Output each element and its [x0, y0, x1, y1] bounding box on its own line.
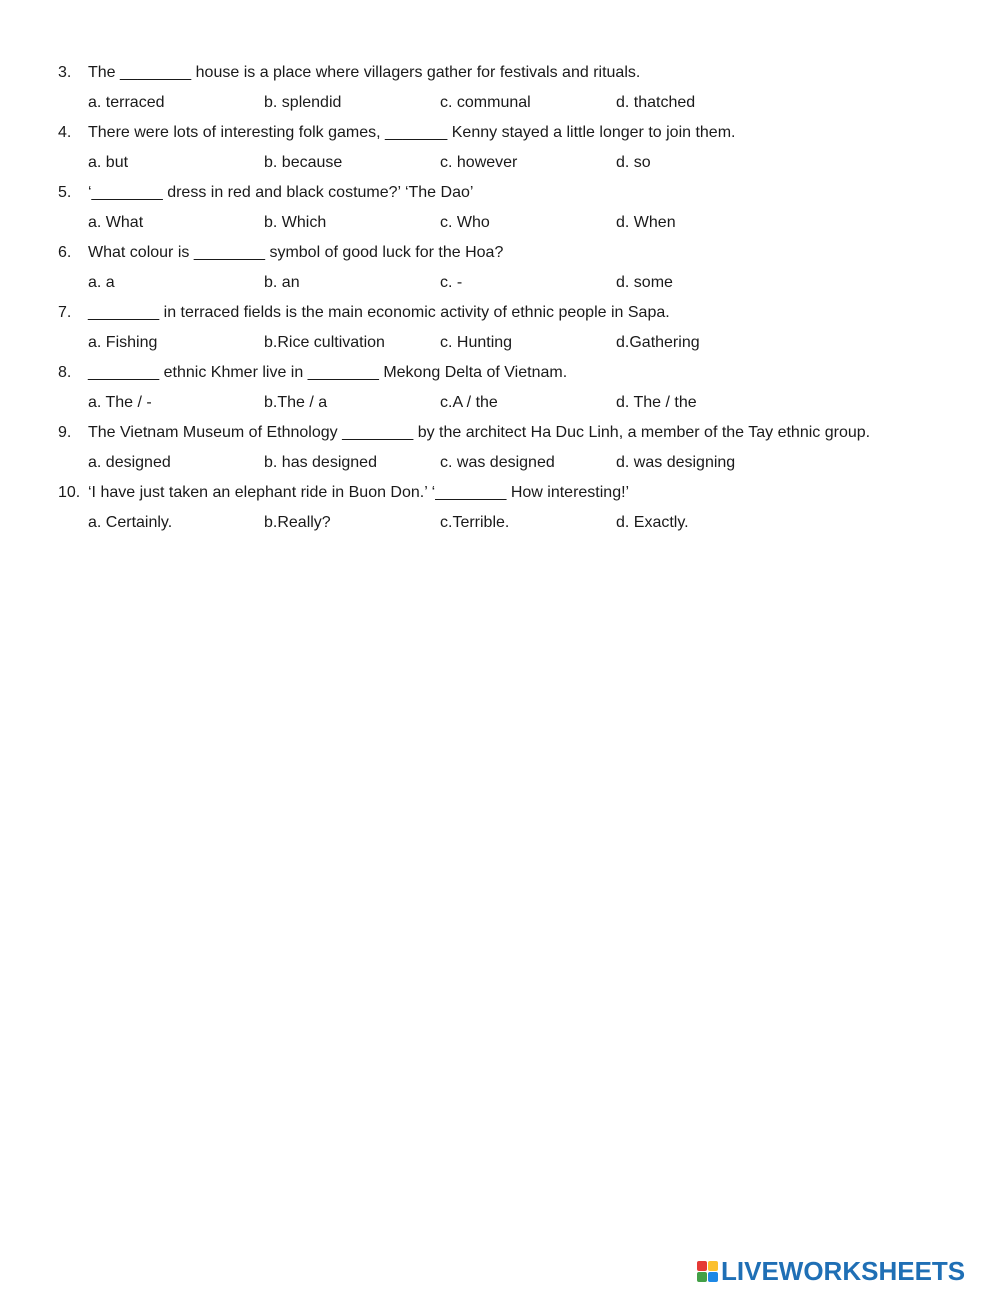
option-c[interactable]: c. was designed [440, 454, 555, 471]
question-text: ‘I have just taken an elephant ride in Buon Don.’ ‘________ How interesting!’ [88, 484, 630, 501]
options-4 [0, 148, 1000, 178]
question-8 [0, 358, 1000, 388]
question-number: 3. [58, 64, 72, 81]
option-c[interactable]: c. Hunting [440, 334, 513, 351]
option-c[interactable]: c. - [440, 274, 463, 291]
question-number: 6. [58, 244, 72, 261]
option-b[interactable]: b. an [264, 274, 300, 291]
question-number: 5. [58, 184, 72, 201]
logo-block-yellow [708, 1261, 718, 1271]
liveworksheets-logo-icon [697, 1261, 718, 1282]
logo-block-blue [708, 1272, 718, 1282]
options-6 [0, 268, 1000, 298]
worksheet [0, 58, 1000, 538]
option-b[interactable]: b. because [264, 154, 343, 171]
question-number: 10. [58, 484, 81, 501]
question-text: The Vietnam Museum of Ethnology ________ by the architect Ha Duc Linh, a member of the Tay ethnic group. [88, 424, 871, 441]
logo-block-green [697, 1272, 707, 1282]
option-a[interactable]: a. Fishing [88, 334, 158, 351]
options-8 [0, 388, 1000, 418]
option-a[interactable]: a. a [88, 274, 115, 291]
option-a[interactable]: a. What [88, 214, 144, 231]
question-5 [0, 178, 1000, 208]
option-d[interactable]: d. When [616, 214, 676, 231]
option-a[interactable]: a. Certainly. [88, 514, 173, 531]
options-7 [0, 328, 1000, 358]
option-b[interactable]: b. splendid [264, 94, 342, 111]
option-b[interactable]: b.The / a [264, 394, 328, 411]
option-c[interactable]: c.Terrible. [440, 514, 510, 531]
option-c[interactable]: c.A / the [440, 394, 498, 411]
logo-block-red [697, 1261, 707, 1271]
brand-name: LIVEWORKSHEETS [721, 1256, 966, 1286]
question-text: The ________ house is a place where villagers gather for festivals and rituals. [88, 64, 641, 81]
question-3 [0, 58, 1000, 88]
question-7 [0, 298, 1000, 328]
question-text: ‘________ dress in red and black costume?’ ‘The Dao’ [88, 184, 474, 201]
options-5 [0, 208, 1000, 238]
option-a[interactable]: a. but [88, 154, 129, 171]
option-d[interactable]: d. thatched [616, 94, 696, 111]
question-text: There were lots of interesting folk games, _______ Kenny stayed a little longer to join them. [88, 124, 736, 141]
question-number: 9. [58, 424, 72, 441]
option-d[interactable]: d. some [616, 274, 673, 291]
question-text: ________ in terraced fields is the main economic activity of ethnic people in Sapa. [88, 304, 670, 321]
option-d[interactable]: d. Exactly. [616, 514, 689, 531]
option-d[interactable]: d.Gathering [616, 334, 700, 351]
question-text: What colour is ________ symbol of good luck for the Hoa? [88, 244, 504, 261]
question-10 [0, 478, 1000, 508]
option-b[interactable]: b. has designed [264, 454, 377, 471]
option-c[interactable]: c. however [440, 154, 518, 171]
question-number: 8. [58, 364, 72, 381]
option-a[interactable]: a. designed [88, 454, 171, 471]
option-b[interactable]: b.Really? [264, 514, 331, 531]
option-c[interactable]: c. Who [440, 214, 490, 231]
option-d[interactable]: d. The / the [616, 394, 697, 411]
question-6 [0, 238, 1000, 268]
options-10 [0, 508, 1000, 538]
liveworksheets-brand [697, 1258, 965, 1284]
option-c[interactable]: c. communal [440, 94, 531, 111]
option-a[interactable]: a. The / - [88, 394, 152, 411]
options-3 [0, 88, 1000, 118]
question-4 [0, 118, 1000, 148]
question-9 [0, 418, 1000, 448]
option-b[interactable]: b. Which [264, 214, 327, 231]
option-d[interactable]: d. was designing [616, 454, 736, 471]
option-b[interactable]: b.Rice cultivation [264, 334, 385, 351]
question-text: ________ ethnic Khmer live in ________ Mekong Delta of Vietnam. [88, 364, 568, 381]
option-d[interactable]: d. so [616, 154, 651, 171]
question-number: 7. [58, 304, 72, 321]
option-a[interactable]: a. terraced [88, 94, 165, 111]
question-number: 4. [58, 124, 72, 141]
options-9 [0, 448, 1000, 478]
